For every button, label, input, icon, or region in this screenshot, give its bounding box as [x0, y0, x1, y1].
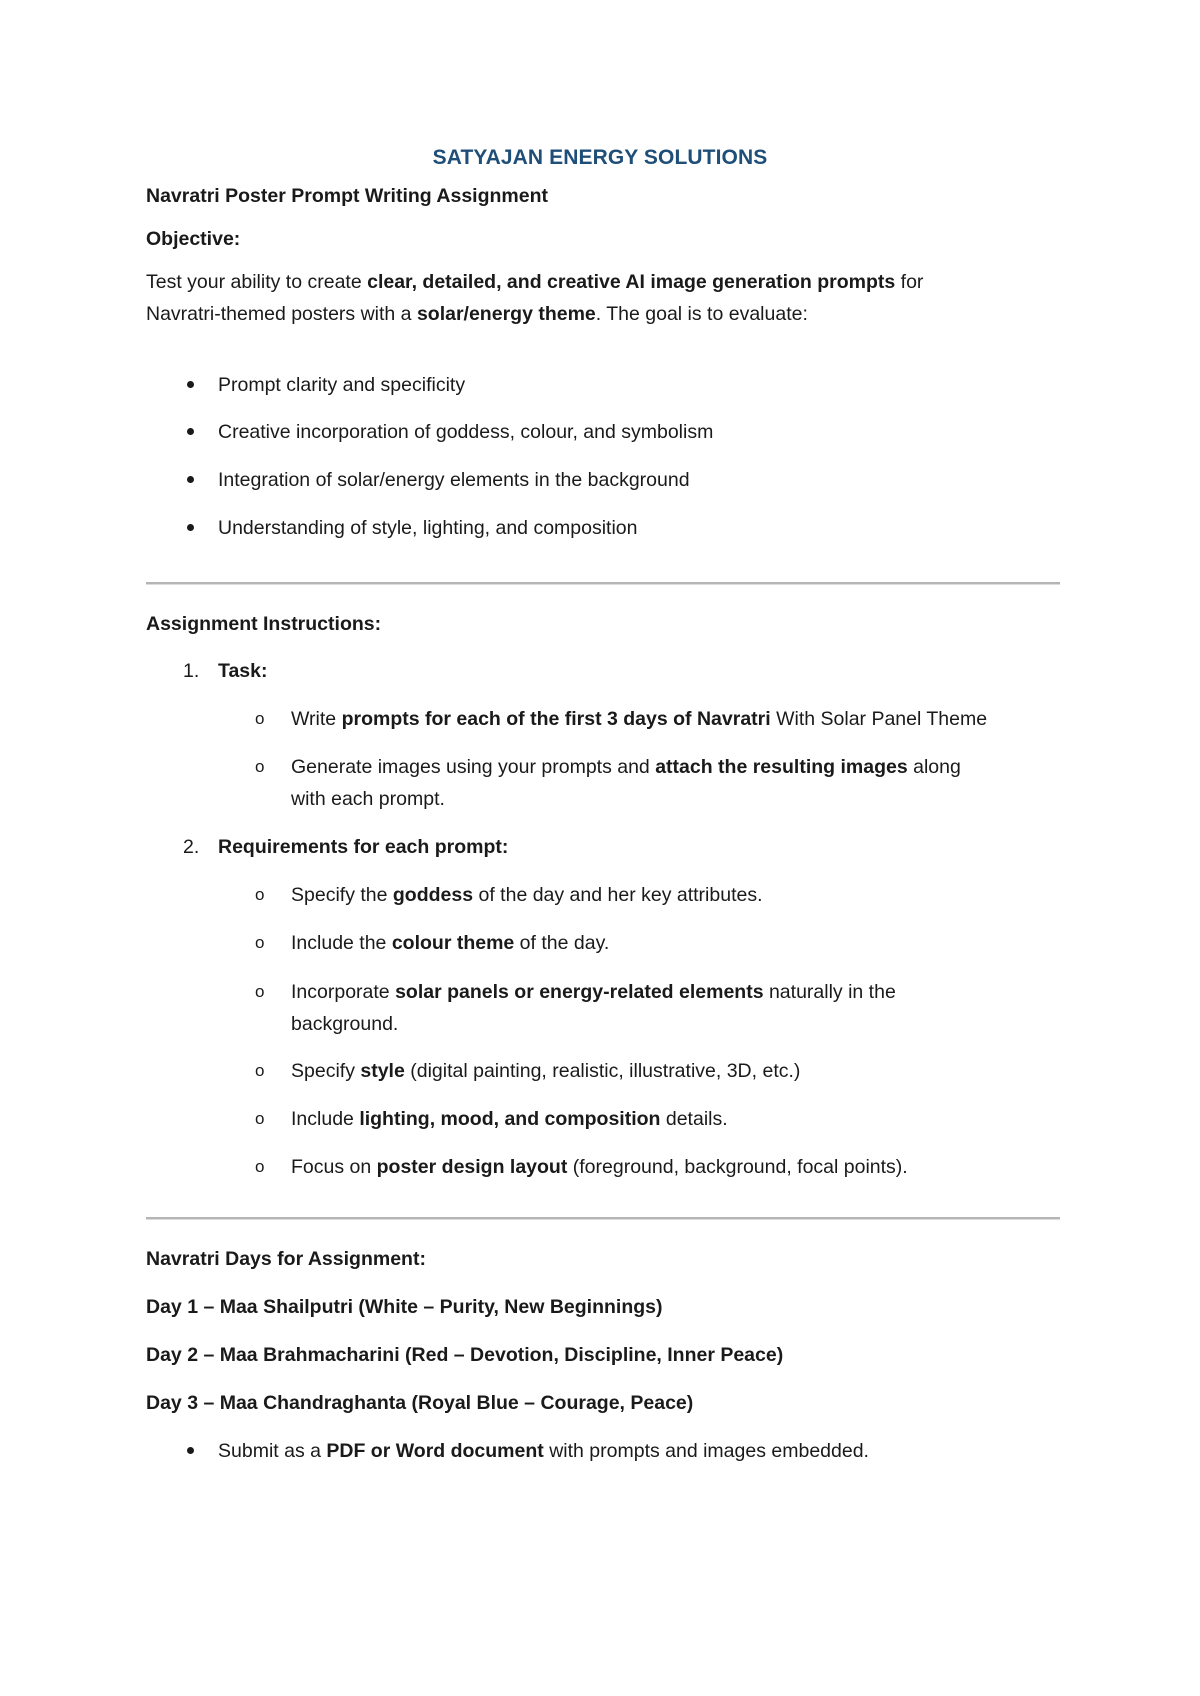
list-item: Understanding of style, lighting, and composition	[218, 517, 638, 539]
section-divider	[146, 1217, 1060, 1220]
days-heading: Navratri Days for Assignment:	[146, 1248, 426, 1270]
sub-bullet-marker: o	[255, 933, 265, 952]
requirement-item: Specify style (digital painting, realistic, illustrative, 3D, etc.)	[291, 1060, 801, 1082]
requirement-item: Specify the goddess of the day and her key attributes.	[291, 884, 763, 906]
task-label: Task:	[218, 660, 268, 682]
instructions-heading: Assignment Instructions:	[146, 613, 382, 635]
task-item: Write prompts for each of the first 3 days of Navratri With Solar Panel Theme	[291, 708, 988, 730]
task-item: Generate images using your prompts and attach the resulting images along with each prompt.	[291, 756, 961, 810]
requirements-label: Requirements for each prompt:	[218, 836, 509, 858]
objective-heading: Objective:	[146, 228, 241, 250]
bullet-dot	[187, 476, 194, 483]
bullet-dot	[187, 428, 194, 435]
list-number: 2.	[183, 836, 200, 858]
list-item: Integration of solar/energy elements in the background	[218, 469, 690, 491]
list-item: Creative incorporation of goddess, colour, and symbolism	[218, 421, 714, 443]
bullet-dot	[187, 1447, 194, 1454]
section-divider	[146, 582, 1060, 585]
intro-line-1: Test your ability to create clear, detailed, and creative AI image generation prompts for	[146, 271, 924, 293]
assignment-title: Navratri Poster Prompt Writing Assignment	[146, 185, 548, 207]
requirement-item: Include lighting, mood, and composition details.	[291, 1108, 728, 1130]
day-item: Day 2 – Maa Brahmacharini (Red – Devotion, Discipline, Inner Peace)	[146, 1344, 784, 1366]
requirement-item: Include the colour theme of the day.	[291, 932, 610, 954]
sub-bullet-marker: o	[255, 1061, 265, 1080]
day-item: Day 1 – Maa Shailputri (White – Purity, New Beginnings)	[146, 1296, 663, 1318]
submit-instruction: Submit as a PDF or Word document with prompts and images embedded.	[218, 1440, 869, 1462]
sub-bullet-marker: o	[255, 1109, 265, 1128]
bullet-dot	[187, 381, 194, 388]
list-number: 1.	[183, 660, 200, 682]
sub-bullet-marker: o	[255, 757, 265, 776]
sub-bullet-marker: o	[255, 885, 265, 904]
bullet-dot	[187, 524, 194, 531]
sub-bullet-marker: o	[255, 709, 265, 728]
sub-bullet-marker: o	[255, 1157, 265, 1176]
intro-bold-theme: solar/energy theme	[416, 303, 596, 325]
intro-line-2: Navratri-themed posters with a solar/energy theme. The goal is to evaluate:	[146, 303, 808, 325]
requirement-item: Focus on poster design layout (foreground, background, focal points).	[291, 1156, 908, 1178]
sub-bullet-marker: o	[255, 982, 265, 1001]
list-item: Prompt clarity and specificity	[218, 374, 466, 396]
company-title: SATYAJAN ENERGY SOLUTIONS	[432, 146, 768, 169]
intro-bold-prompts: clear, detailed, and creative AI image generation prompts	[367, 271, 896, 293]
day-item: Day 3 – Maa Chandraghanta (Royal Blue – Courage, Peace)	[146, 1392, 694, 1414]
requirement-item: Incorporate solar panels or energy-related elements naturally in the background.	[291, 981, 896, 1035]
